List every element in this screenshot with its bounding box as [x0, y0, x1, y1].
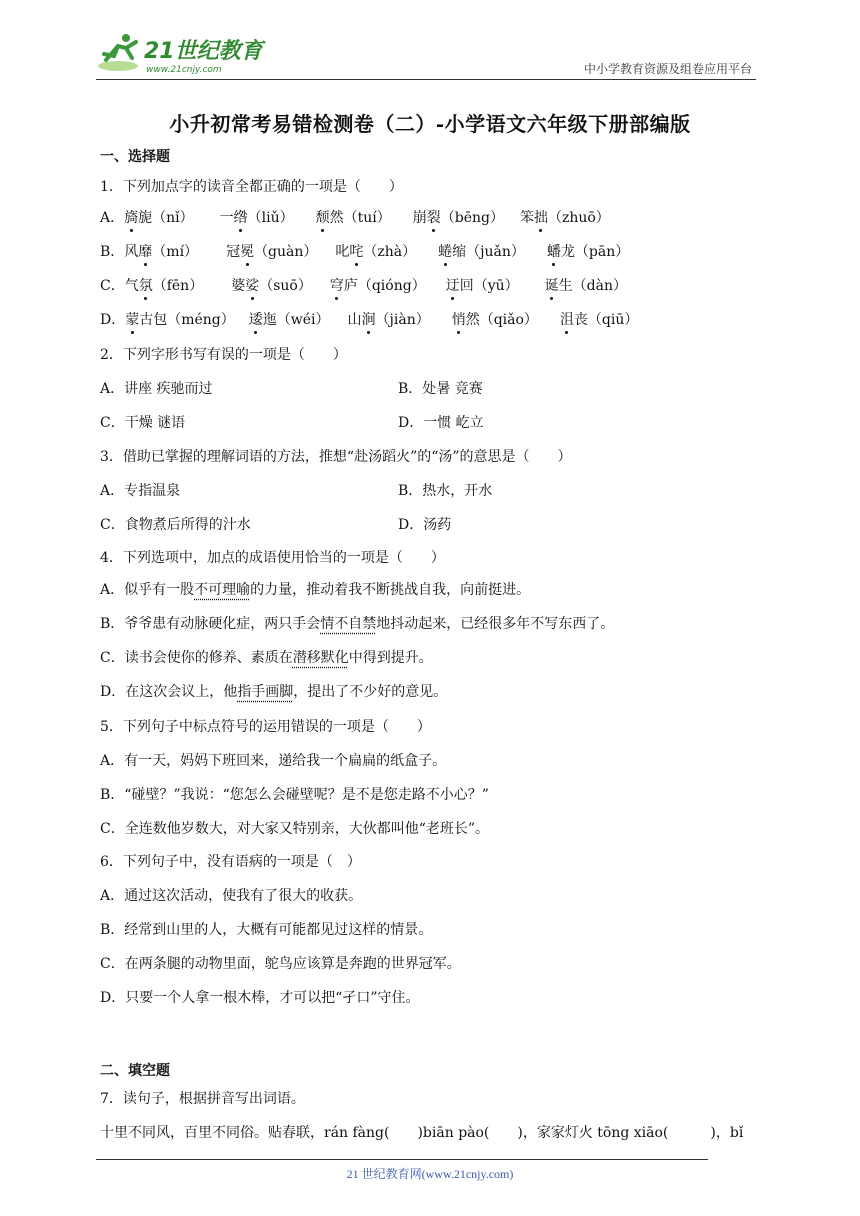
footer-divider	[96, 1159, 708, 1160]
section-heading-choice: 一、选择题	[100, 149, 170, 165]
question-6-option-c: C．在两条腿的动物里面，鸵鸟应该算是奔跑的世界冠军。	[100, 956, 461, 972]
question-1-option-b: B．风靡（mí） 冠冕（guàn） 叱咤（zhà） 蜷缩（juǎn） 蟠龙（pān）	[100, 241, 629, 261]
question-5-option-b: B．“碰壁？”我说：“您怎么会碰壁呢？是不是您走路不小心？”	[100, 787, 489, 803]
question-3-option-d: D．汤药	[398, 517, 452, 533]
page-header	[96, 30, 756, 80]
question-5-stem: 5．下列句子中标点符号的运用错误的一项是（ ）	[100, 719, 431, 735]
question-6-stem: 6．下列句子中，没有语病的一项是（ ）	[100, 854, 361, 870]
question-5-option-a: A．有一天，妈妈下班回来，递给我一个扁扁的纸盒子。	[100, 753, 447, 769]
question-2-option-d: D．一惯 屹立	[398, 415, 484, 431]
question-6-option-a: A．通过这次活动，使我有了很大的收获。	[100, 888, 363, 904]
svg-text:21世纪教育: 21世纪教育	[144, 39, 263, 64]
question-4-stem: 4．下列选项中，加点的成语使用恰当的一项是（ ）	[100, 550, 445, 566]
question-3-option-a: A．专指温泉	[100, 483, 181, 499]
question-1-option-d: D．蒙古包（méng） 逶迤（wéi） 山涧（jiàn） 悄然（qiǎo） 沮丧（qiū）	[100, 309, 638, 329]
header-divider	[96, 79, 756, 80]
question-1-option-a: A．旖旎（nǐ） 一绺（liǔ） 颓然（tuí） 崩裂（bēng） 笨拙（zhuō）	[100, 207, 610, 227]
page-title: 小升初常考易错检测卷（二）-小学语文六年级下册部编版	[169, 112, 691, 136]
svg-text:www.21cnjy.com: www.21cnjy.com	[146, 65, 222, 75]
question-2-option-b: B．处暑 竞赛	[398, 381, 483, 397]
question-4-option-a: A．似乎有一股不可理喻的力量，推动着我不断挑战自我，向前挺进。	[100, 582, 531, 598]
question-2-option-a: A．讲座 疾驰而过	[100, 381, 213, 397]
question-5-option-c: C．全连数他岁数大，对大家又特别亲，大伙都叫他“老班长”。	[100, 821, 490, 837]
footer-link[interactable]: 21 世纪教育网(www.21cnjy.com)	[346, 1167, 514, 1181]
question-7-text: 十里不同风，百里不同俗。贴春联，rán fàng( )biān pào( )，家家灯火 tōng xiāo( )，bǐ	[100, 1125, 744, 1141]
question-3-stem: 3．借助已掌握的理解词语的方法，推想“赴汤蹈火”的“汤”的意思是（ ）	[100, 449, 572, 465]
section-heading-fill: 二、填空题	[100, 1063, 170, 1079]
platform-name: 中小学教育资源及组卷应用平台	[583, 62, 752, 76]
question-7-stem: 7．读句子，根据拼音写出词语。	[100, 1091, 305, 1107]
question-2-option-c: C．干燥 谜语	[100, 415, 186, 431]
question-6-option-b: B．经常到山里的人，大概有可能都见过这样的情景。	[100, 922, 433, 938]
question-1-option-c: C．气氛（fēn） 婆娑（suō） 穹庐（qióng） 迂回（yū） 诞生（dàn）	[100, 275, 627, 295]
question-4-option-c: C．读书会使你的修养、素质在潜移默化中得到提升。	[100, 650, 433, 666]
question-6-option-d: D．只要一个人拿一根木棒，才可以把“孑口”守住。	[100, 990, 420, 1006]
logo-icon	[96, 30, 266, 76]
question-4-option-d: D．在这次会议上，他指手画脚，提出了不少好的意见。	[100, 684, 448, 700]
question-1-stem: 1．下列加点字的读音全都正确的一项是（ ）	[100, 179, 403, 195]
question-4-option-b: B．爷爷患有动脉硬化症，两只手会情不自禁地抖动起来，已经很多年不写东西了。	[100, 616, 615, 632]
question-3-option-c: C．食物煮后所得的汁水	[100, 517, 251, 533]
question-3-option-b: B．热水，开水	[398, 483, 493, 499]
question-2-stem: 2．下列字形书写有误的一项是（ ）	[100, 347, 347, 363]
